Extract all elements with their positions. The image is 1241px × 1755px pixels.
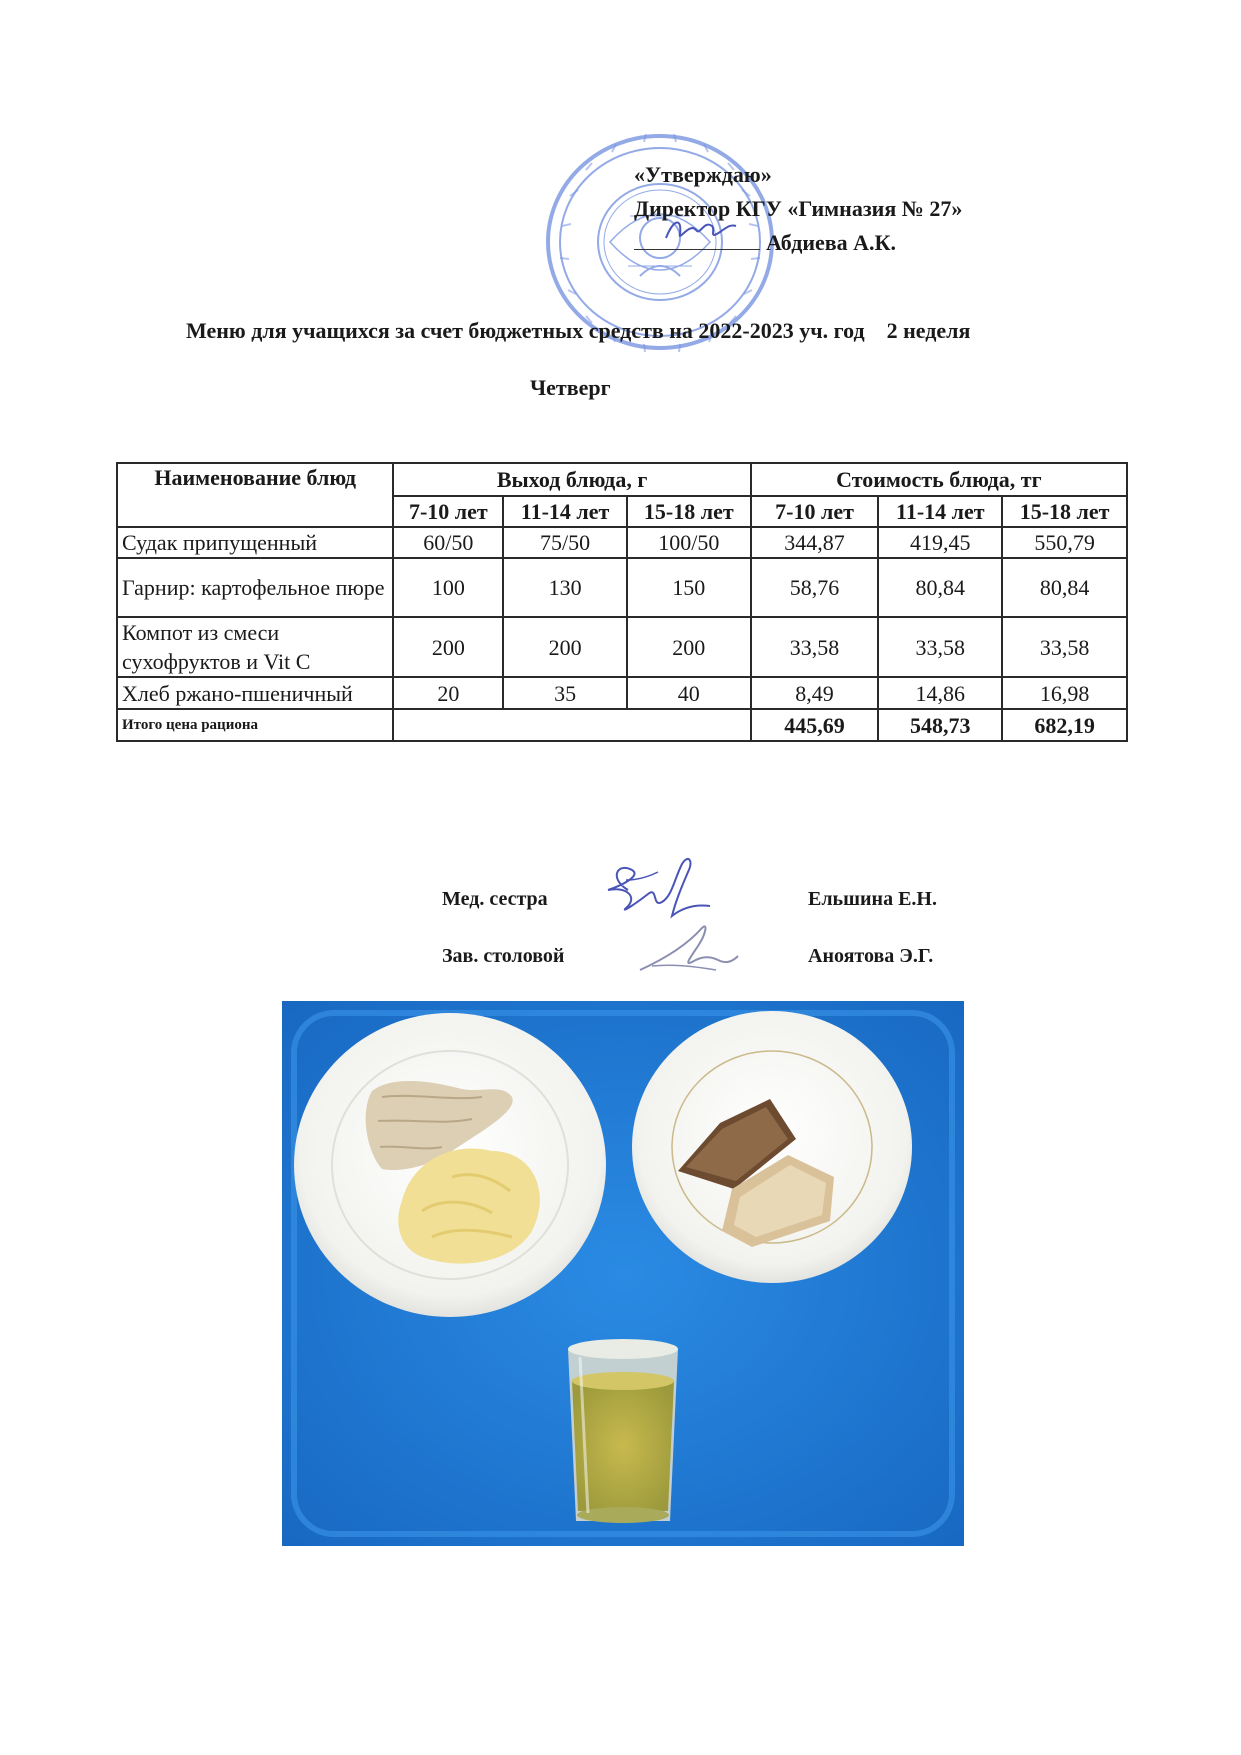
- header-age: 11-14 лет: [878, 496, 1002, 527]
- yield-cell: 40: [627, 677, 751, 709]
- dish-name: Хлеб ржано-пшеничный: [117, 677, 393, 709]
- total-label: Итого цена рациона: [117, 709, 393, 741]
- table-row: [117, 558, 1127, 617]
- dish-name: Компот из смеси сухофруктов и Vit C: [117, 617, 393, 677]
- header-age: 7-10 лет: [751, 496, 879, 527]
- meal-photo: [282, 1001, 964, 1546]
- cost-cell: 344,87: [751, 527, 879, 558]
- cost-cell: 33,58: [878, 617, 1002, 677]
- yield-cell: 200: [503, 617, 627, 677]
- canteen-name: Аноятова Э.Г.: [808, 945, 934, 967]
- table-row: [117, 617, 1127, 677]
- compote-glass: [568, 1339, 678, 1523]
- total-cost-cell: 445,69: [751, 709, 879, 741]
- yield-cell: 130: [503, 558, 627, 617]
- canteen-signature: [632, 916, 742, 978]
- director-name: Абдиева А.К.: [766, 230, 897, 255]
- header-age: 7-10 лет: [393, 496, 503, 527]
- canteen-role: Зав. столовой: [442, 945, 565, 967]
- cost-cell: 419,45: [878, 527, 1002, 558]
- document-title: Меню для учащихся за счет бюджетных средств на 2022-2023 уч. год 2 неделя: [186, 318, 971, 343]
- bread-plate: [632, 1011, 912, 1283]
- cost-cell: 33,58: [1002, 617, 1127, 677]
- dish-name: Судак припущенный: [117, 527, 393, 558]
- table-row: [117, 527, 1127, 558]
- cost-cell: 80,84: [1002, 558, 1127, 617]
- yield-cell: 100: [393, 558, 503, 617]
- day-of-week: Четверг: [530, 375, 611, 400]
- signature-underline: [634, 249, 760, 250]
- header-yield: Выход блюда, г: [393, 463, 750, 496]
- cost-cell: 33,58: [751, 617, 879, 677]
- approval-position: Директор КГУ «Гимназия № 27»: [634, 196, 963, 221]
- cost-cell: 58,76: [751, 558, 879, 617]
- cost-cell: 16,98: [1002, 677, 1127, 709]
- table-header-row: [117, 463, 1127, 496]
- table-total-row: [117, 709, 1127, 741]
- yield-cell: 200: [627, 617, 751, 677]
- cost-cell: 80,84: [878, 558, 1002, 617]
- cost-cell: 8,49: [751, 677, 879, 709]
- total-cost-cell: 548,73: [878, 709, 1002, 741]
- dish-name: Гарнир: картофельное пюре: [117, 558, 393, 617]
- yield-cell: 150: [627, 558, 751, 617]
- total-empty-cell: [393, 709, 750, 741]
- total-cost-cell: 682,19: [1002, 709, 1127, 741]
- header-dish-name: Наименование блюд: [117, 463, 393, 527]
- main-plate: [294, 1013, 606, 1317]
- header-age: 11-14 лет: [503, 496, 627, 527]
- table-row: [117, 677, 1127, 709]
- yield-cell: 100/50: [627, 527, 751, 558]
- header-age: 15-18 лет: [1002, 496, 1127, 527]
- yield-cell: 75/50: [503, 527, 627, 558]
- menu-table: [116, 462, 1128, 742]
- director-signature: [660, 212, 740, 246]
- header-cost: Стоимость блюда, тг: [751, 463, 1127, 496]
- yield-cell: 35: [503, 677, 627, 709]
- nurse-name: Ельшина Е.Н.: [808, 888, 937, 910]
- header-age: 15-18 лет: [627, 496, 751, 527]
- nurse-role: Мед. сестра: [442, 888, 548, 910]
- yield-cell: 20: [393, 677, 503, 709]
- yield-cell: 60/50: [393, 527, 503, 558]
- yield-cell: 200: [393, 617, 503, 677]
- cost-cell: 550,79: [1002, 527, 1127, 558]
- cost-cell: 14,86: [878, 677, 1002, 709]
- approval-title: «Утверждаю»: [634, 162, 772, 187]
